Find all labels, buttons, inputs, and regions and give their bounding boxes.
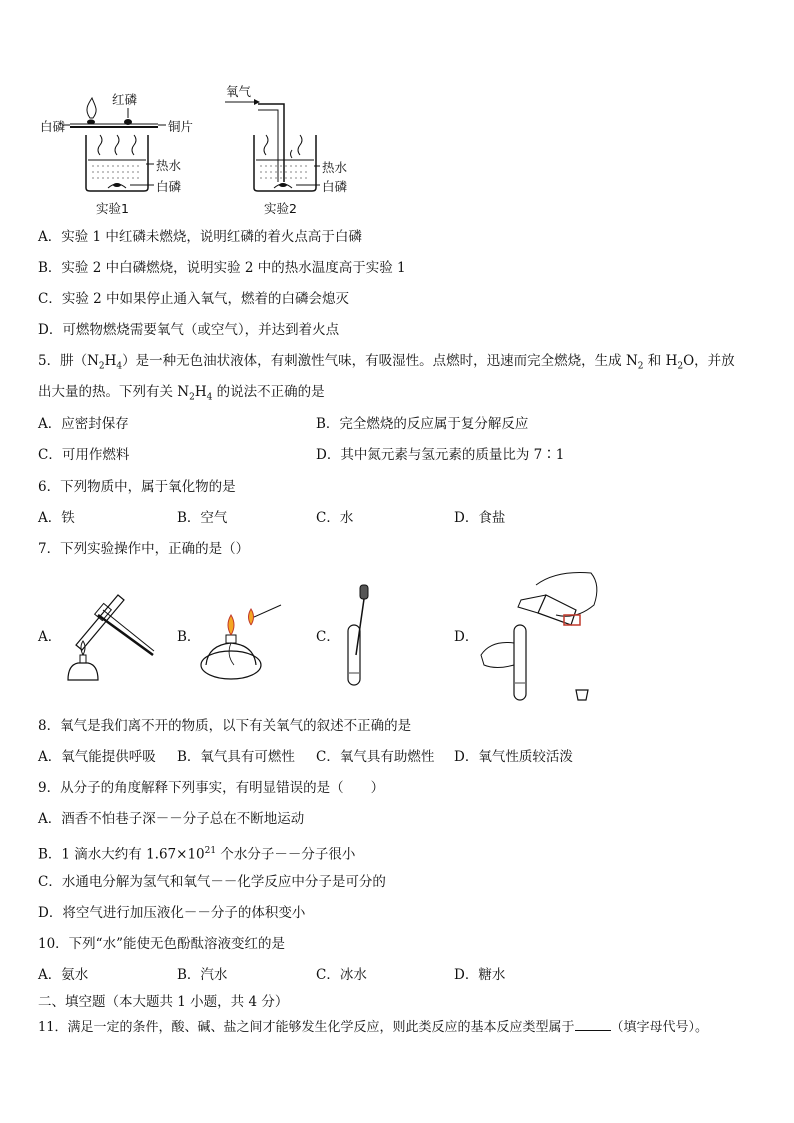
label-oxygen: 氧气 — [226, 84, 252, 99]
q10-option-b: B．汽水 — [177, 967, 228, 983]
q6-option-b: B．空气 — [177, 510, 228, 526]
q7-option-c: C． — [316, 629, 340, 645]
label-white-phosphorus-1: 白磷 — [156, 179, 182, 194]
q9-option-d: D．将空气进行加压液化－－分子的体积变小 — [38, 905, 306, 921]
q9-option-c: C．水通电分解为氢气和氧气－－化学反应中分子是可分的 — [38, 874, 386, 890]
q8-option-b: B．氧气具有可燃性 — [177, 749, 295, 765]
q5-option-b: B．完全燃烧的反应属于复分解反应 — [316, 416, 529, 432]
q5-option-c: C．可用作燃料 — [38, 447, 130, 463]
q4-option-c: C．实验 2 中如果停止通入氧气，燃着的白磷会熄灭 — [38, 291, 350, 307]
q8-option-c: C．氧气具有助燃性 — [316, 749, 435, 765]
q5-option-a: A．应密封保存 — [38, 416, 129, 432]
q11-stem: 11．满足一定的条件，酸、碱、盐之间才能够发生化学反应，则此类反应的基本反应类型属于 （填字母代号）。 — [38, 1020, 709, 1035]
q10-option-a: A．氨水 — [38, 967, 89, 983]
q10-option-d: D．糖水 — [454, 967, 506, 983]
q10-stem: 10．下列“水”能使无色酚酞溶液变红的是 — [38, 936, 285, 952]
q7-option-d: D． — [454, 629, 479, 645]
q7-stem: 7．下列实验操作中，正确的是（） — [38, 541, 250, 557]
q4-option-b: B．实验 2 中白磷燃烧，说明实验 2 中的热水温度高于实验 1 — [38, 260, 406, 276]
q8-option-d: D．氧气性质较活泼 — [454, 749, 573, 765]
dropper-in-test-tube-image — [340, 585, 380, 695]
q4-option-a: A．实验 1 中红磷未燃烧，说明红磷的着火点高于白磷 — [38, 229, 362, 245]
q9-option-b: B．1 滴水大约有 $1.67\times 10^{21}$ 个水分子－－分子很小 — [38, 846, 356, 863]
label-hot-water-1: 热水 — [156, 158, 182, 173]
q8-stem: 8．氧气是我们离不开的物质，以下有关氧气的叙述不正确的是 — [38, 718, 412, 734]
lighting-alcohol-lamp-image — [196, 595, 286, 685]
q10-option-c: C．冰水 — [316, 967, 367, 983]
q9-option-a: A．酒香不怕巷子深－－分子总在不断地运动 — [38, 811, 305, 827]
caption-experiment-2: 实验2 — [264, 201, 297, 216]
q11-answer-blank[interactable] — [575, 1018, 611, 1031]
q7-option-b: B． — [177, 629, 201, 645]
experiment-1-drawing — [0, 0, 794, 230]
label-white-phosphorus-left: 白磷 — [40, 119, 66, 134]
q9-stem: 9．从分子的角度解释下列事实，有明显错误的是（ ） — [38, 780, 385, 796]
q6-stem: 6．下列物质中，属于氧化物的是 — [38, 479, 236, 495]
alcohol-lamp-heating-test-tube-image — [58, 585, 188, 685]
label-red-phosphorus: 红磷 — [112, 92, 138, 107]
q5-option-d: D．其中氮元素与氢元素的质量比为 7∶1 — [316, 447, 565, 463]
label-copper-plate: 铜片 — [168, 119, 194, 134]
q6-option-d: D．食盐 — [454, 510, 506, 526]
pouring-liquid-into-test-tube-image — [476, 565, 606, 705]
q5-stem-line2: 出大量的热。下列有关 $N_2H_4$ 的说法不正确的是 — [38, 384, 325, 403]
q7-option-a: A． — [38, 629, 62, 645]
caption-experiment-1: 实验1 — [96, 201, 129, 216]
q8-option-a: A．氧气能提供呼吸 — [38, 749, 156, 765]
q6-option-c: C．水 — [316, 510, 354, 526]
section-2-title: 二、填空题（本大题共 1 小题，共 4 分） — [38, 994, 289, 1010]
label-hot-water-2: 热水 — [322, 160, 348, 175]
q4-option-d: D．可燃物燃烧需要氧气（或空气），并达到着火点 — [38, 322, 340, 338]
label-white-phosphorus-2: 白磷 — [322, 179, 348, 194]
q5-stem-line1: 5．肼$(N_2H_4)$是一种无色油状液体，有刺激性气味，有吸湿性。点燃时，迅速而完全燃烧，生成 $N_2$ 和 $H_2O$，并放 — [38, 353, 735, 372]
q6-option-a: A．铁 — [38, 510, 75, 526]
